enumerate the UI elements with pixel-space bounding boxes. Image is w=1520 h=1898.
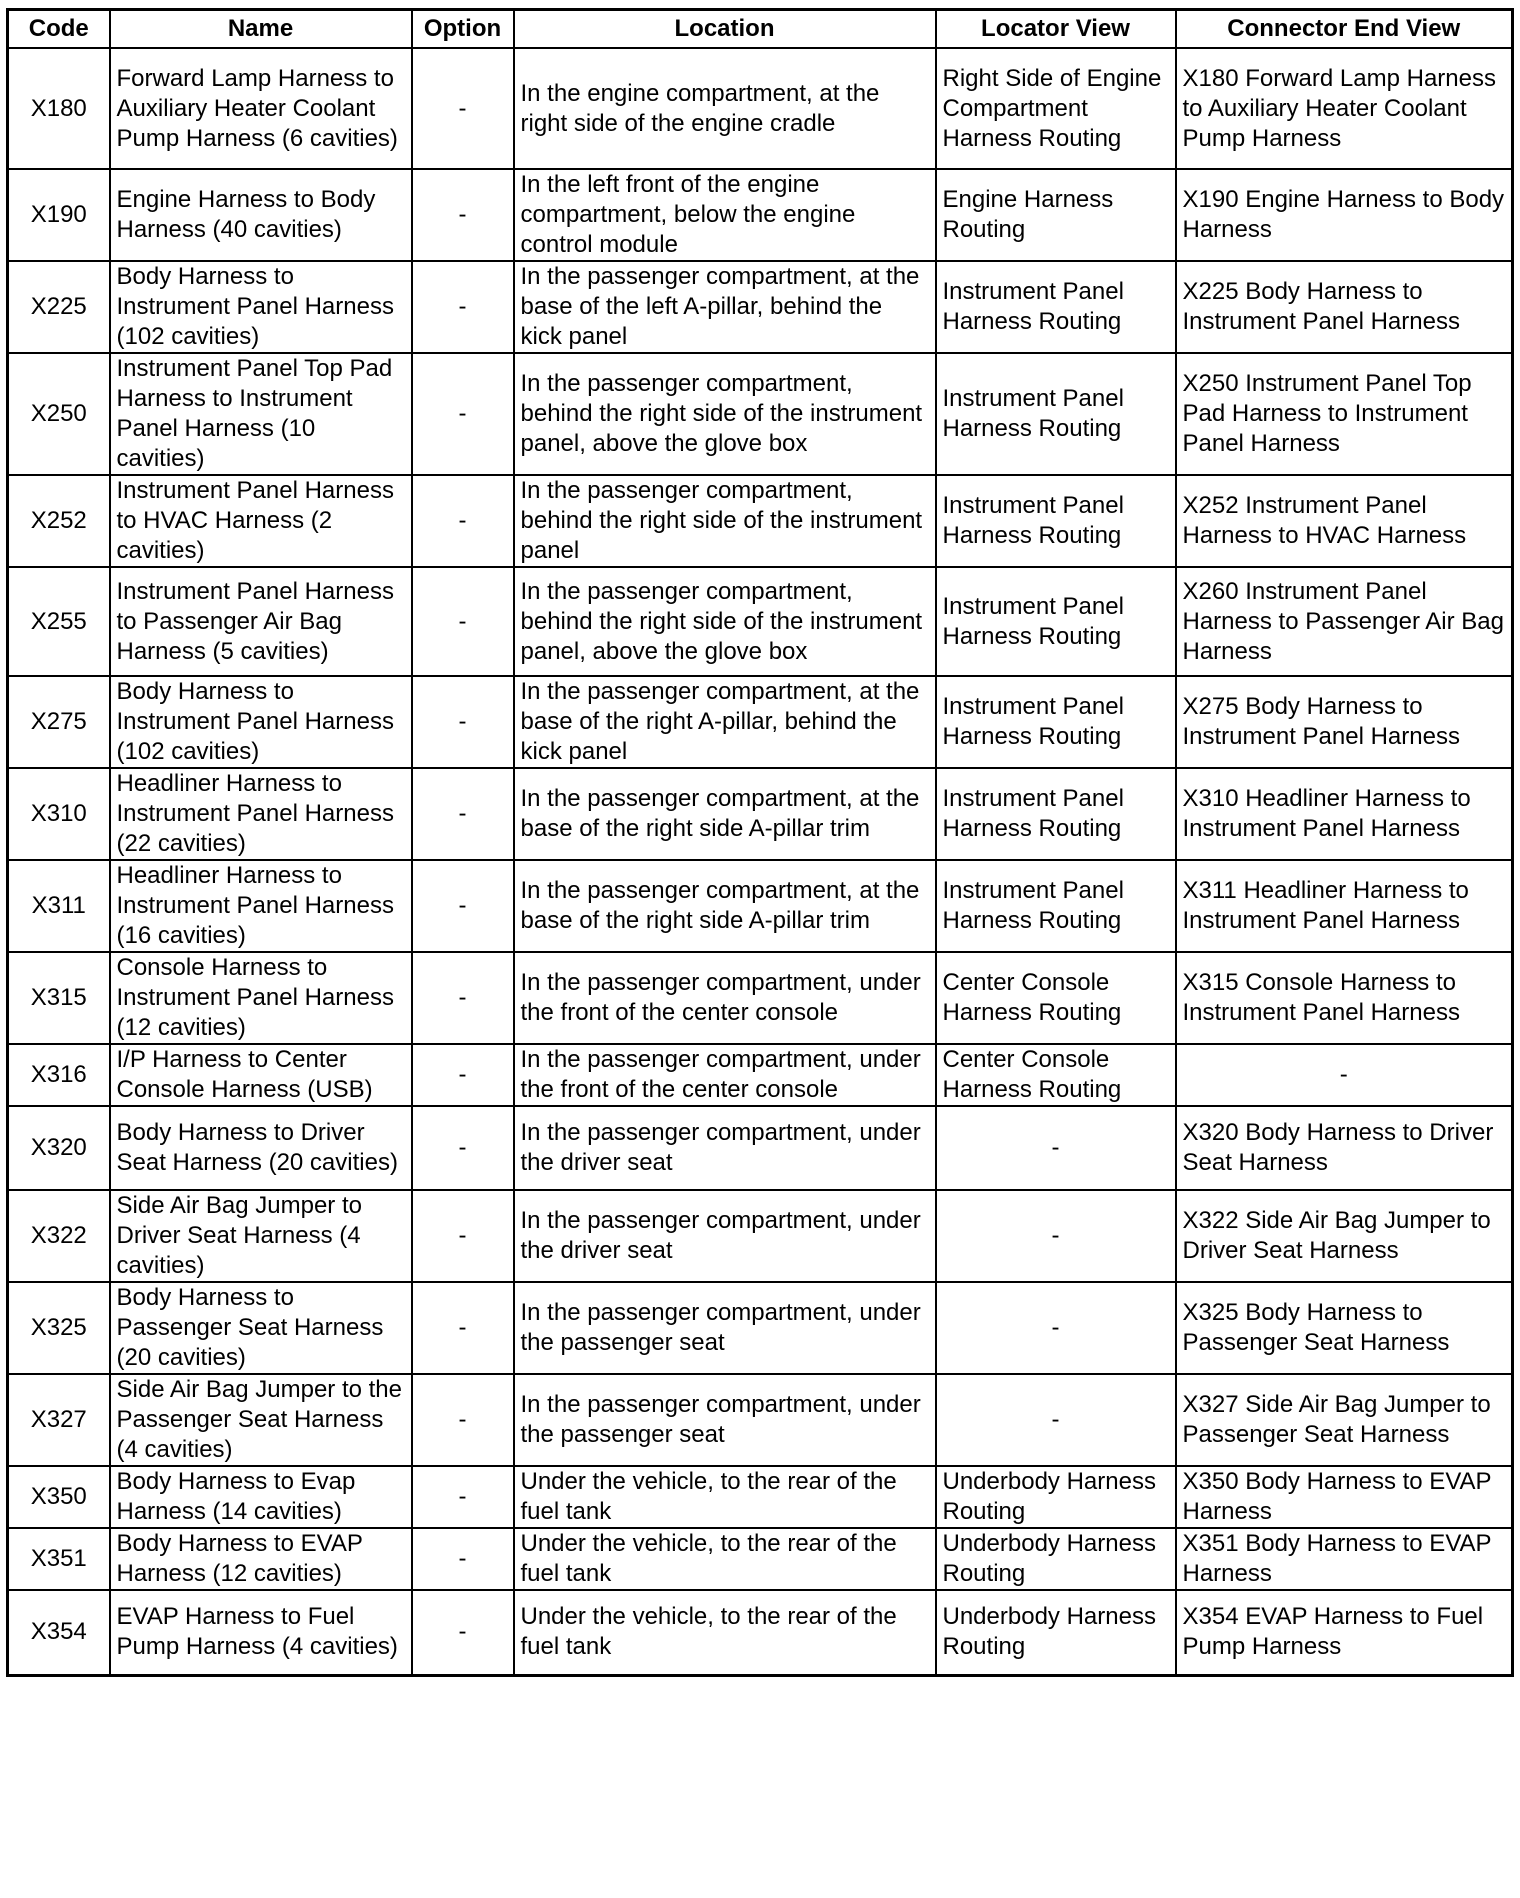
- cell-code: X180: [8, 48, 110, 169]
- cell-option: -: [412, 1528, 514, 1590]
- cell-locator-view: -: [936, 1106, 1176, 1190]
- cell-option: -: [412, 1282, 514, 1374]
- cell-option: -: [412, 1190, 514, 1282]
- cell-location: In the passenger compartment, behind the right side of the instrument panel: [514, 475, 936, 567]
- cell-location: In the passenger compartment, under the passenger seat: [514, 1374, 936, 1466]
- table-row: [8, 952, 1513, 1044]
- connector-table: [6, 8, 1514, 1677]
- cell-code: X322: [8, 1190, 110, 1282]
- cell-option: -: [412, 48, 514, 169]
- table-row: [8, 768, 1513, 860]
- cell-connector-end-view: X310 Headliner Harness to Instrument Panel Harness: [1176, 768, 1513, 860]
- cell-option: -: [412, 475, 514, 567]
- cell-code: X252: [8, 475, 110, 567]
- table-row: [8, 169, 1513, 261]
- cell-locator-view: -: [936, 1190, 1176, 1282]
- table-row: [8, 1528, 1513, 1590]
- cell-location: In the passenger compartment, at the base of the right side A-pillar trim: [514, 860, 936, 952]
- cell-connector-end-view: X354 EVAP Harness to Fuel Pump Harness: [1176, 1590, 1513, 1675]
- cell-location: In the left front of the engine compartment, below the engine control module: [514, 169, 936, 261]
- cell-option: -: [412, 1466, 514, 1528]
- cell-locator-view: Center Console Harness Routing: [936, 1044, 1176, 1106]
- cell-connector-end-view: X180 Forward Lamp Harness to Auxiliary Heater Coolant Pump Harness: [1176, 48, 1513, 169]
- cell-location: In the engine compartment, at the right side of the engine cradle: [514, 48, 936, 169]
- header-option: Option: [412, 10, 514, 49]
- cell-location: In the passenger compartment, behind the right side of the instrument panel, above the glove box: [514, 353, 936, 475]
- table-row: [8, 1106, 1513, 1190]
- cell-location: In the passenger compartment, under the driver seat: [514, 1106, 936, 1190]
- cell-locator-view: Instrument Panel Harness Routing: [936, 768, 1176, 860]
- cell-connector-end-view: X225 Body Harness to Instrument Panel Harness: [1176, 261, 1513, 353]
- cell-locator-view: Instrument Panel Harness Routing: [936, 261, 1176, 353]
- table-row: [8, 261, 1513, 353]
- cell-option: -: [412, 1374, 514, 1466]
- cell-option: -: [412, 952, 514, 1044]
- cell-name: Body Harness to Instrument Panel Harness (102 cavities): [110, 676, 412, 768]
- cell-locator-view: Underbody Harness Routing: [936, 1590, 1176, 1675]
- cell-locator-view: Engine Harness Routing: [936, 169, 1176, 261]
- table-row: [8, 475, 1513, 567]
- cell-code: X327: [8, 1374, 110, 1466]
- cell-location: In the passenger compartment, under the front of the center console: [514, 952, 936, 1044]
- cell-name: Headliner Harness to Instrument Panel Harness (22 cavities): [110, 768, 412, 860]
- cell-locator-view: Right Side of Engine Compartment Harness Routing: [936, 48, 1176, 169]
- table-row: [8, 48, 1513, 169]
- cell-location: In the passenger compartment, at the base of the right side A-pillar trim: [514, 768, 936, 860]
- cell-code: X315: [8, 952, 110, 1044]
- cell-name: Body Harness to EVAP Harness (12 cavities): [110, 1528, 412, 1590]
- cell-name: Side Air Bag Jumper to the Passenger Seat Harness (4 cavities): [110, 1374, 412, 1466]
- cell-name: Body Harness to Instrument Panel Harness (102 cavities): [110, 261, 412, 353]
- header-connector-end-view: Connector End View: [1176, 10, 1513, 49]
- cell-option: -: [412, 353, 514, 475]
- table-row: [8, 1044, 1513, 1106]
- cell-code: X325: [8, 1282, 110, 1374]
- cell-name: Body Harness to Passenger Seat Harness (20 cavities): [110, 1282, 412, 1374]
- cell-code: X316: [8, 1044, 110, 1106]
- cell-code: X250: [8, 353, 110, 475]
- header-locator-view: Locator View: [936, 10, 1176, 49]
- table-row: [8, 1590, 1513, 1675]
- cell-connector-end-view: X322 Side Air Bag Jumper to Driver Seat Harness: [1176, 1190, 1513, 1282]
- cell-code: X320: [8, 1106, 110, 1190]
- table-row: [8, 1190, 1513, 1282]
- cell-location: Under the vehicle, to the rear of the fuel tank: [514, 1590, 936, 1675]
- cell-locator-view: Instrument Panel Harness Routing: [936, 353, 1176, 475]
- cell-locator-view: -: [936, 1374, 1176, 1466]
- cell-location: Under the vehicle, to the rear of the fuel tank: [514, 1466, 936, 1528]
- cell-connector-end-view: X275 Body Harness to Instrument Panel Harness: [1176, 676, 1513, 768]
- cell-location: In the passenger compartment, under the driver seat: [514, 1190, 936, 1282]
- cell-name: Body Harness to Evap Harness (14 cavities): [110, 1466, 412, 1528]
- cell-name: Instrument Panel Harness to HVAC Harness (2 cavities): [110, 475, 412, 567]
- cell-name: Forward Lamp Harness to Auxiliary Heater Coolant Pump Harness (6 cavities): [110, 48, 412, 169]
- cell-option: -: [412, 860, 514, 952]
- cell-code: X351: [8, 1528, 110, 1590]
- cell-connector-end-view: X350 Body Harness to EVAP Harness: [1176, 1466, 1513, 1528]
- cell-name: Instrument Panel Top Pad Harness to Instrument Panel Harness (10 cavities): [110, 353, 412, 475]
- cell-name: Instrument Panel Harness to Passenger Air Bag Harness (5 cavities): [110, 567, 412, 676]
- cell-code: X190: [8, 169, 110, 261]
- cell-locator-view: Instrument Panel Harness Routing: [936, 860, 1176, 952]
- cell-location: In the passenger compartment, under the front of the center console: [514, 1044, 936, 1106]
- table-row: [8, 1282, 1513, 1374]
- cell-locator-view: Underbody Harness Routing: [936, 1528, 1176, 1590]
- cell-connector-end-view: X250 Instrument Panel Top Pad Harness to Instrument Panel Harness: [1176, 353, 1513, 475]
- cell-name: Body Harness to Driver Seat Harness (20 cavities): [110, 1106, 412, 1190]
- cell-locator-view: Instrument Panel Harness Routing: [936, 567, 1176, 676]
- cell-connector-end-view: X315 Console Harness to Instrument Panel Harness: [1176, 952, 1513, 1044]
- cell-name: Engine Harness to Body Harness (40 cavities): [110, 169, 412, 261]
- cell-connector-end-view: X320 Body Harness to Driver Seat Harness: [1176, 1106, 1513, 1190]
- cell-name: Side Air Bag Jumper to Driver Seat Harness (4 cavities): [110, 1190, 412, 1282]
- cell-code: X225: [8, 261, 110, 353]
- cell-connector-end-view: -: [1176, 1044, 1513, 1106]
- cell-option: -: [412, 1106, 514, 1190]
- cell-locator-view: Underbody Harness Routing: [936, 1466, 1176, 1528]
- table-row: [8, 1374, 1513, 1466]
- table-row: [8, 676, 1513, 768]
- cell-connector-end-view: X327 Side Air Bag Jumper to Passenger Seat Harness: [1176, 1374, 1513, 1466]
- cell-locator-view: Instrument Panel Harness Routing: [936, 475, 1176, 567]
- cell-option: -: [412, 1590, 514, 1675]
- cell-location: In the passenger compartment, under the passenger seat: [514, 1282, 936, 1374]
- cell-locator-view: Instrument Panel Harness Routing: [936, 676, 1176, 768]
- cell-name: EVAP Harness to Fuel Pump Harness (4 cavities): [110, 1590, 412, 1675]
- cell-code: X275: [8, 676, 110, 768]
- cell-locator-view: Center Console Harness Routing: [936, 952, 1176, 1044]
- table-row: [8, 353, 1513, 475]
- table-row: [8, 860, 1513, 952]
- header-location: Location: [514, 10, 936, 49]
- cell-location: In the passenger compartment, at the base of the left A-pillar, behind the kick panel: [514, 261, 936, 353]
- cell-connector-end-view: X252 Instrument Panel Harness to HVAC Harness: [1176, 475, 1513, 567]
- cell-location: Under the vehicle, to the rear of the fuel tank: [514, 1528, 936, 1590]
- cell-connector-end-view: X190 Engine Harness to Body Harness: [1176, 169, 1513, 261]
- cell-location: In the passenger compartment, behind the right side of the instrument panel, above the glove box: [514, 567, 936, 676]
- cell-option: -: [412, 567, 514, 676]
- table-row: [8, 1466, 1513, 1528]
- cell-code: X311: [8, 860, 110, 952]
- cell-code: X255: [8, 567, 110, 676]
- cell-connector-end-view: X351 Body Harness to EVAP Harness: [1176, 1528, 1513, 1590]
- table-row: [8, 567, 1513, 676]
- header-name: Name: [110, 10, 412, 49]
- table-body: [8, 48, 1513, 1675]
- cell-connector-end-view: X325 Body Harness to Passenger Seat Harness: [1176, 1282, 1513, 1374]
- header-code: Code: [8, 10, 110, 49]
- cell-option: -: [412, 169, 514, 261]
- cell-name: I/P Harness to Center Console Harness (USB): [110, 1044, 412, 1106]
- cell-code: X354: [8, 1590, 110, 1675]
- cell-option: -: [412, 676, 514, 768]
- cell-option: -: [412, 768, 514, 860]
- cell-code: X310: [8, 768, 110, 860]
- cell-option: -: [412, 261, 514, 353]
- cell-connector-end-view: X311 Headliner Harness to Instrument Panel Harness: [1176, 860, 1513, 952]
- cell-code: X350: [8, 1466, 110, 1528]
- cell-locator-view: -: [936, 1282, 1176, 1374]
- header-row: [8, 10, 1513, 49]
- cell-location: In the passenger compartment, at the base of the right A-pillar, behind the kick panel: [514, 676, 936, 768]
- cell-name: Headliner Harness to Instrument Panel Harness (16 cavities): [110, 860, 412, 952]
- cell-connector-end-view: X260 Instrument Panel Harness to Passenger Air Bag Harness: [1176, 567, 1513, 676]
- cell-option: -: [412, 1044, 514, 1106]
- cell-name: Console Harness to Instrument Panel Harness (12 cavities): [110, 952, 412, 1044]
